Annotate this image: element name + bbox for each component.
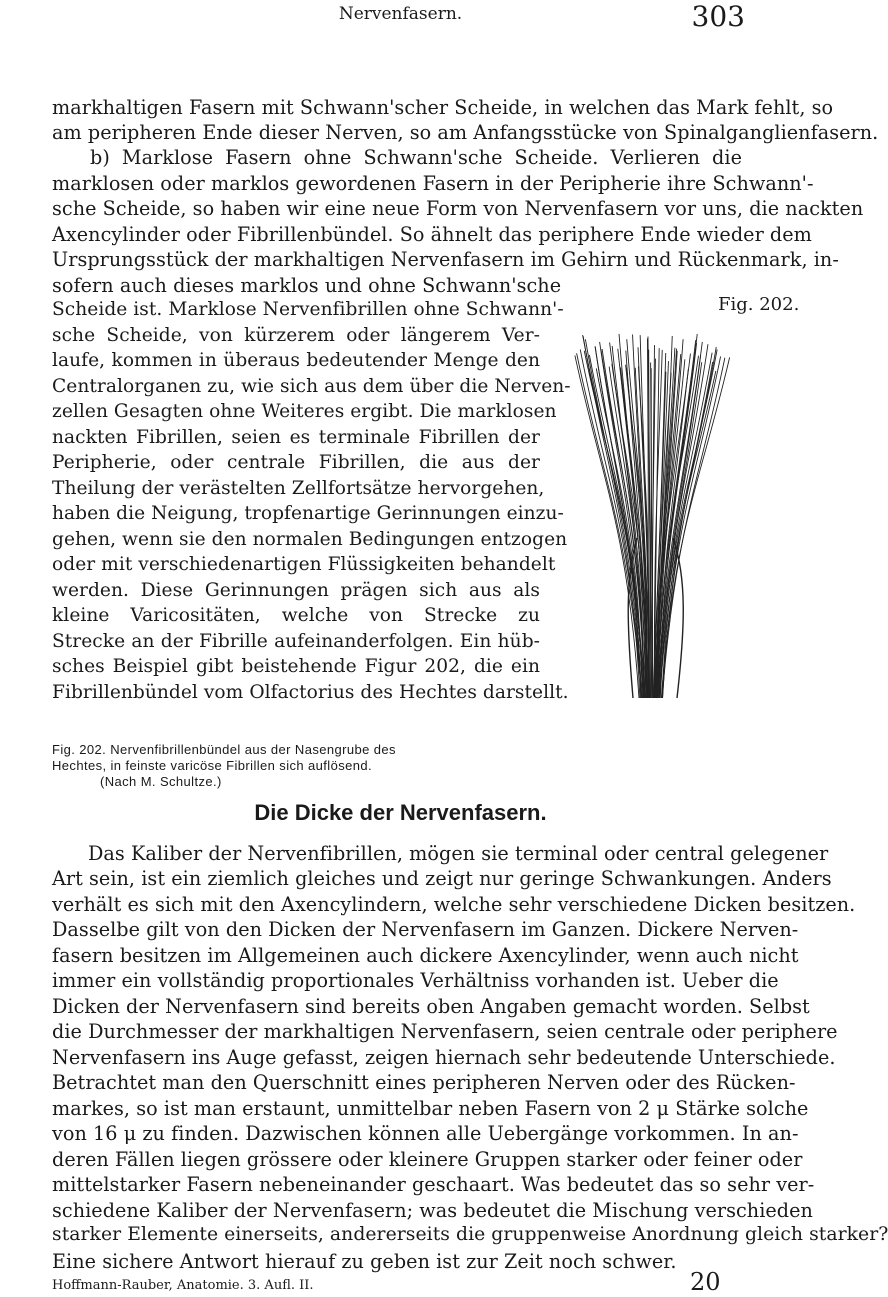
text-line: zellen Gesagten ohne Weiteres ergibt. Die marklosen [52,401,557,422]
figure-caption-line: (Nach M. Schultze.) [100,774,222,789]
text-line: immer ein vollständig proportionales Verhältniss vorhanden ist. Ueber die [52,969,779,992]
running-header-title: Nervenfasern. [338,4,463,24]
text-line: Fibrillenbündel vom Olfactorius des Hechtes darstellt. [52,682,569,703]
text-line: gehen, wenn sie den normalen Bedingungen entzogen [52,529,568,550]
text-line: die Durchmesser der markhaltigen Nervenfasern, seien centrale oder periphere [52,1020,838,1043]
text-line: schiedene Kaliber der Nervenfasern; was bedeutet die Mischung verschieden [52,1199,813,1222]
text-line: markhaltigen Fasern mit Schwann'scher Scheide, in welchen das Mark fehlt, so [52,96,834,119]
text-line: haben die Neigung, tropfenartige Gerinnungen einzu- [52,503,564,524]
page-number: 303 [691,0,745,33]
section-heading: Die Dicke der Nervenfasern. [254,800,547,825]
text-line: Scheide ist. Marklose Nervenfibrillen ohne Schwann'- [52,299,564,320]
text-line: Das Kaliber der Nervenfibrillen, mögen sie terminal oder central gelegener [88,842,829,865]
sheet-number: 20 [690,1268,721,1296]
text-line: mittelstarker Fasern nebeneinander geschaart. Was bedeutet das so sehr ver- [52,1173,815,1196]
text-line: werden. Diese Gerinnungen prägen sich aus als [52,580,540,601]
text-line: Axencylinder oder Fibrillenbündel. So ähnelt das periphere Ende wieder dem [52,223,812,246]
text-line: Theilung der verästelten Zellfortsätze hervorgehen, [52,478,545,499]
text-line: sche Scheide, so haben wir eine neue Form von Nervenfasern vor uns, die nackten [52,197,864,220]
text-line: b) Marklose Fasern ohne Schwann'sche Scheide. Verlieren die [90,146,742,169]
text-line: am peripheren Ende dieser Nerven, so am Anfangsstücke von Spinalganglienfasern. [52,121,879,144]
text-line: Art sein, ist ein ziemlich gleiches und zeigt nur geringe Schwankungen. Anders [52,867,832,890]
text-line: Centralorganen zu, wie sich aus dem über die Nerven- [52,376,571,397]
text-line: marklosen oder marklos gewordenen Fasern in der Peripherie ihre Schwann'- [52,172,814,195]
figure-caption-line: Fig. 202. Nervenfibrillenbündel aus der Nasengrube des [52,742,396,757]
text-line: von 16 μ zu finden. Dazwischen können alle Uebergänge vorkommen. In an- [52,1122,799,1145]
text-line: fasern besitzen im Allgemeinen auch dickere Axencylinder, wenn auch nicht [52,944,799,967]
text-line: deren Fällen liegen grössere oder kleinere Gruppen starker oder feiner oder [52,1148,803,1171]
text-line: kleine Varicositäten, welche von Strecke zu [52,605,540,626]
text-line: sches Beispiel gibt beistehende Figur 202, die ein [52,656,540,677]
text-line: starker Elemente einerseits, andererseits die gruppenweise Anordnung gleich starker? [52,1224,888,1245]
text-line: Ursprungsstück der markhaltigen Nervenfasern im Gehirn und Rückenmark, in- [52,248,839,271]
figure-label: Fig. 202. [718,294,800,315]
printer-signature: Hoffmann-Rauber, Anatomie. 3. Aufl. II. [52,1278,314,1293]
fibril-bundle-figure [555,328,745,708]
text-line: sofern auch dieses marklos und ohne Schwann'sche [52,274,562,297]
figure-caption-line: Hechtes, in feinste varicöse Fibrillen sich auflösend. [52,758,373,773]
text-line: Nervenfasern ins Auge gefasst, zeigen hiernach sehr bedeutende Unterschiede. [52,1046,836,1069]
text-line: Dasselbe gilt von den Dicken der Nervenfasern im Ganzen. Dickere Nerven- [52,918,799,941]
text-line: Eine sichere Antwort hierauf zu geben ist zur Zeit noch schwer. [52,1250,677,1273]
text-line: laufe, kommen in überaus bedeutender Menge den [52,350,540,371]
text-line: Peripherie, oder centrale Fibrillen, die aus der [52,452,540,473]
text-line: markes, so ist man erstaunt, unmittelbar neben Fasern von 2 μ Stärke solche [52,1097,809,1120]
text-line: Dicken der Nervenfasern sind bereits oben Angaben gemacht worden. Selbst [52,995,810,1018]
text-line: Strecke an der Fibrille aufeinanderfolgen. Ein hüb- [52,631,540,652]
text-line: sche Scheide, von kürzerem oder längerem Ver- [52,325,540,346]
text-line: oder mit verschiedenartigen Flüssigkeiten behandelt [52,554,556,575]
text-line: verhält es sich mit den Axencylindern, welche sehr verschiedene Dicken besitzen. [52,893,856,916]
text-line: Betrachtet man den Querschnitt eines peripheren Nerven oder des Rücken- [52,1071,796,1094]
text-line: nackten Fibrillen, seien es terminale Fibrillen der [52,427,540,448]
